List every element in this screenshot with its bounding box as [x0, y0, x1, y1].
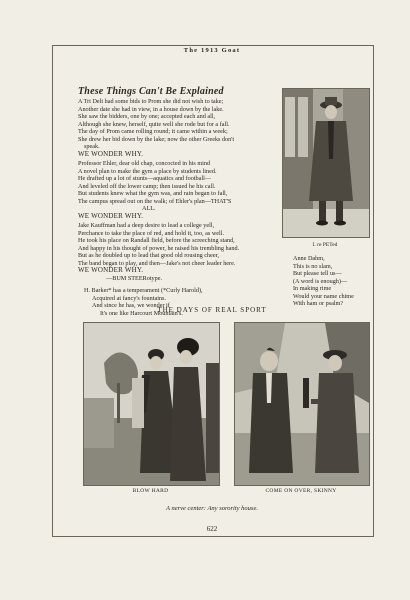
line: The day of Prom came rolling round; it came within a week; — [78, 128, 228, 135]
line: A novel plan to make the gym a place by students lined. — [78, 167, 217, 175]
page-caption: A nerve center: Any sorority house. — [166, 505, 258, 512]
article-body — [78, 98, 278, 317]
line: speak. — [84, 143, 100, 150]
line: The band began to play, and then—Jake's not cheer leader here. — [78, 259, 236, 267]
line: But as he doubled up to lead that good old rousing cheer, — [78, 252, 220, 259]
line: He took his place on Randall field, before the screeching stand, — [78, 237, 235, 244]
line: (A word is enough)— — [293, 277, 348, 285]
photo-blow-hard — [83, 322, 220, 486]
line: A Tri Delt had some bids to Prom she did not wish to take; — [78, 98, 224, 105]
line: Although she knew, herself, quite well she rode but for a fall. — [78, 120, 230, 128]
line: But students knew what the gym was, and rain began to fall, — [78, 190, 228, 197]
line: She saw the bidders, one by one; accepted each and all, — [78, 113, 216, 120]
photo-come-on-over-skinny — [234, 322, 370, 486]
line: Another date she had in view, in a house down by the lake. — [78, 105, 224, 113]
photo-caption: I. re PETed — [312, 242, 338, 248]
running-head: The 1913 Goat — [183, 47, 241, 54]
line: He drafted up a lot of stunts—aquatics and football— — [78, 175, 211, 182]
line: The campus spread out on the walk; of Ehler's plan—THAT'S — [78, 197, 232, 205]
section-heading: THE DAYS OF REAL SPORT — [157, 306, 267, 314]
photo-caption: BLOW HARD — [132, 488, 169, 494]
line: And happy in his thought of power, he raised his trembling hand. — [78, 244, 240, 252]
line: Anne Dahm, — [293, 255, 325, 262]
article-title: These Things Can't Be Explained — [78, 86, 224, 97]
line: With ham or psalm? — [293, 300, 344, 307]
line: In making rime — [293, 285, 332, 292]
photo-man-in-overcoat — [282, 88, 370, 238]
line: Perchance to take the place of red, and hold it, too, as well. — [78, 229, 225, 237]
line: ALL. — [142, 205, 156, 212]
refrain: WE WONDER WHY. — [78, 266, 144, 274]
line: She drew her bid down by the lake; now the other Greeks don't — [78, 135, 235, 143]
photo-caption: COME ON OVER, SKINNY — [265, 488, 337, 494]
side-poem — [293, 255, 373, 308]
line: Acquired at fancy's fountains. — [92, 294, 166, 302]
line: It's one like Harcourt Mountain's. — [100, 309, 183, 317]
line: And leveled off the lower camp; then issued he his call. — [78, 182, 216, 190]
refrain: WE WONDER WHY. — [78, 211, 144, 220]
signature: —BUM STEERotype. — [106, 274, 163, 282]
line: But please tell us— — [293, 270, 342, 277]
refrain: WE WONDER WHY. — [78, 149, 144, 158]
page-number: 622 — [206, 525, 218, 533]
line: Professor Ehler, dear old chap, concocted in his mind — [78, 160, 211, 167]
line: And since he has, we wonder if — [92, 302, 170, 309]
line: This is no slam, — [293, 262, 333, 270]
line: H. Barker* has a temperament (*Curly Harold), — [84, 287, 203, 294]
line: Would your name chime — [293, 292, 354, 300]
line: Jake Kauffman had a deep desire to lead a college yell, — [78, 222, 215, 229]
